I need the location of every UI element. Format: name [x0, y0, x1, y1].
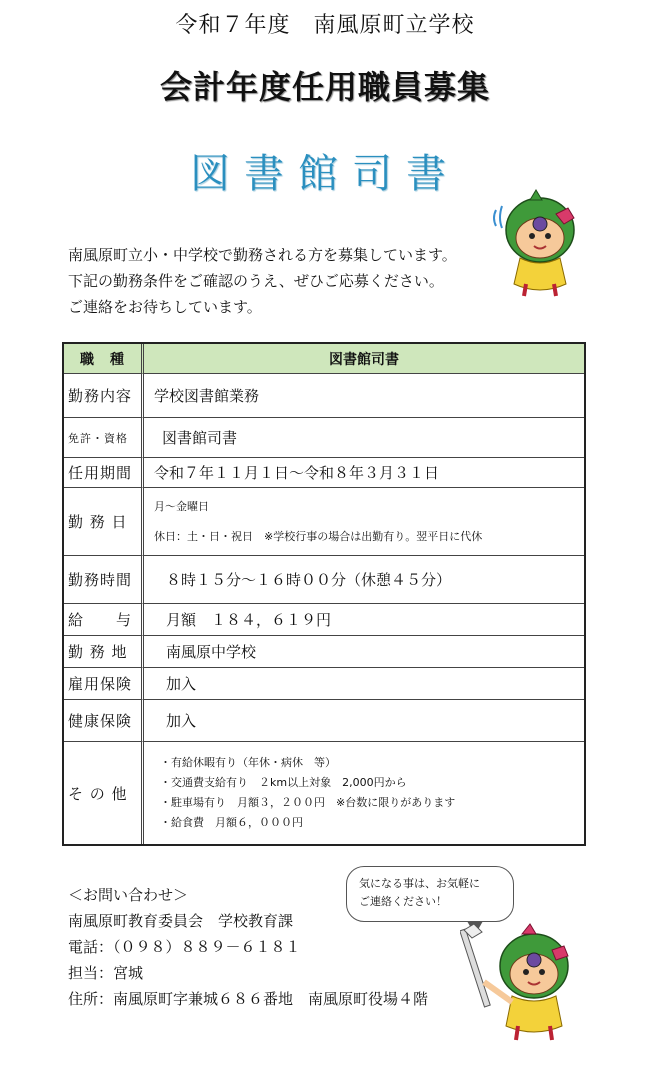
days-value	[144, 488, 584, 556]
contact-address: 住所：南風原町字兼城６８６番地 南風原町役場４階	[68, 990, 429, 1008]
intro-line-2: 下記の勤務条件をご確認のうえ、ぜひご応募ください。	[68, 272, 444, 290]
table-row-employment-insurance	[64, 668, 584, 700]
table-row-header	[64, 344, 584, 374]
other-item: ・有給休暇有り（年休・病休 等）	[160, 756, 336, 769]
intro-line-1: 南風原町立小・中学校で勤務される方を募集しています。	[68, 246, 457, 264]
contact-phone: 電話：（０９８）８８９－６１８１	[68, 938, 301, 956]
table-row-hours	[64, 556, 584, 604]
place-value: 南風原中学校	[144, 636, 584, 668]
table-row-salary	[64, 604, 584, 636]
period-value: 令和７年１１月１日～令和８年３月３１日	[144, 458, 584, 488]
intro-text	[68, 242, 457, 320]
terms-table	[62, 342, 586, 846]
bubble-line-1: 気になる事は、お気軽に	[359, 877, 480, 890]
health-insurance-value: 加入	[144, 700, 584, 742]
job-title: 図書館司書	[190, 151, 460, 197]
hours-label: 勤務時間	[64, 556, 144, 604]
contact-heading: ＜お問い合わせ＞	[68, 886, 189, 904]
period-label: 任用期間	[64, 458, 144, 488]
license-value: 図書館司書	[144, 418, 584, 458]
other-item: ・給食費 月額６，０００円	[160, 816, 303, 829]
days-value-weekdays: 月～金曜日	[154, 499, 209, 513]
duty-value: 学校図書館業務	[144, 374, 584, 418]
other-label: そ の 他	[64, 742, 144, 844]
table-row-period	[64, 458, 584, 488]
mascot-character-top	[490, 188, 586, 300]
hours-value: ８時１５分～１６時００分（休憩４５分）	[144, 556, 584, 604]
employment-insurance-value: 加入	[144, 668, 584, 700]
intro-line-3: ご連絡をお待ちしています。	[68, 298, 262, 316]
table-row-place	[64, 636, 584, 668]
salary-value: 月額 １８４，６１９円	[144, 604, 584, 636]
table-row-duty	[64, 374, 584, 418]
other-value	[144, 742, 584, 844]
mascot-character-bottom	[460, 922, 586, 1044]
days-label: 勤 務 日	[64, 488, 144, 556]
health-insurance-label: 健康保険	[64, 700, 144, 742]
contact-person: 担当：宮城	[68, 964, 144, 982]
speech-bubble	[346, 866, 514, 922]
employment-insurance-label: 雇用保険	[64, 668, 144, 700]
header-label: 職 種	[64, 344, 144, 374]
school-line: 令和７年度 南風原町立学校	[175, 13, 475, 38]
table-row-health-insurance	[64, 700, 584, 742]
contact-org: 南風原町教育委員会 学校教育課	[68, 912, 294, 930]
bubble-line-2: ご連絡ください！	[359, 895, 447, 908]
license-label: 免許・資格	[64, 418, 144, 458]
table-row-days	[64, 488, 584, 556]
days-value-holidays: 休日：土・日・祝日 ※学校行事の場合は出勤有り。翌平日に代休	[154, 529, 483, 543]
salary-label: 給 与	[64, 604, 144, 636]
header-value: 図書館司書	[144, 344, 584, 374]
table-row-other	[64, 742, 584, 844]
other-item: ・駐車場有り 月額３，２００円 ※台数に限りがあります	[160, 796, 456, 809]
table-row-license	[64, 418, 584, 458]
duty-label: 勤務内容	[64, 374, 144, 418]
other-item: ・交通費支給有り ２km以上対象 2,000円から	[160, 776, 407, 789]
main-title: 会計年度任用職員募集	[159, 68, 490, 106]
place-label: 勤 務 地	[64, 636, 144, 668]
